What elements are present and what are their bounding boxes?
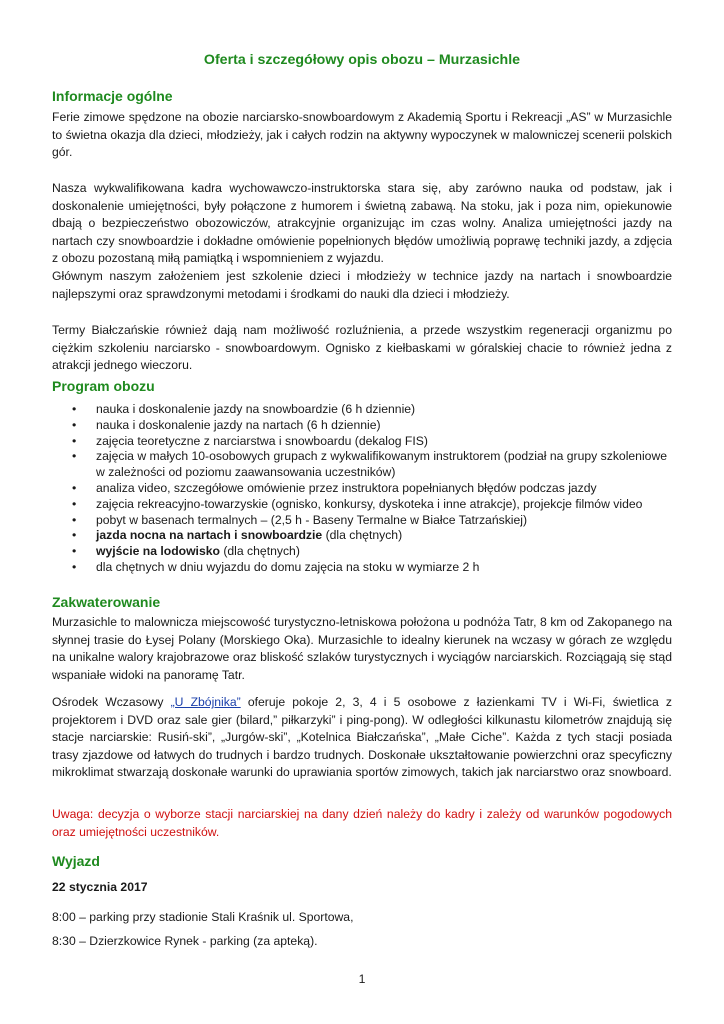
list-item: • wyjście na lodowisko (dla chętnych) <box>72 544 300 559</box>
list-item: • nauka i doskonalenie jazdy na nartach (6 h dziennie) <box>72 417 381 432</box>
bullet-icon: • <box>72 496 77 511</box>
bullet-icon: • <box>72 449 77 464</box>
list-item: • dla chętnych w dniu wyjazdu do domu zajęcia na stoku w wymiarze 2 h <box>72 559 480 574</box>
bullet-icon: • <box>72 480 77 495</box>
heading-departure: Wyjazd <box>52 853 100 869</box>
list-item: • jazda nocna na nartach i snowboardzie (dla chętnych) <box>72 528 403 543</box>
list-item: • analiza video, szczegółowe omówienie przez instruktora popełnianych błędów podczas jazdy <box>72 480 597 495</box>
bullet-icon: • <box>72 433 77 448</box>
departure-date: 22 stycznia 2017 <box>52 880 148 894</box>
warning-note: Uwaga: decyzja o wyborze stacji narciarskiej na dany dzień należy do kadry i zależy od warunków pogodowych oraz umiejętności uczestników. <box>52 807 672 839</box>
info-paragraph-3: Głównym naszym założeniem jest szkolenie dzieci i młodzieży w technice jazdy na nartach i snowboardzie najlepszymi oraz sprawdzonymi metodami i środkami do nauki dla dzieci i młodzieży. <box>52 269 672 301</box>
accommodation-paragraph-1: Murzasichle to malownicza miejscowość turystyczno-letniskowa położona u podnóża Tatr, 8 km od Zakopanego na słynnej trasie do Łysej Polany (Morskiego Oka). Murzasichle to idealny kierunek na wczasy w górach ze względu na unikalne walory krajobrazowe oraz bliskość szlaków turystycznych i wyciągów narciarskich. Rozciągają się stąd wspaniałe widoki na panoramę Tatr. <box>52 615 672 682</box>
list-item: • nauka i doskonalenie jazdy na snowboardzie (6 h dziennie) <box>72 402 416 416</box>
warning-label: Uwaga: <box>52 807 94 821</box>
list-item: • zajęcia rekreacyjno-towarzyskie (ognisko, konkursy, dyskoteka i inne atrakcje), projekcje filmów video <box>72 496 643 511</box>
info-paragraph-2: Nasza wykwalifikowana kadra wychowawczo-instruktorska stara się, aby zarówno nauka od podstaw, jak i doskonalenie umiejętności, były połączone z humorem i świetną zabawą. Na stoku, jak i poza nim, opiekunowie dbają o bezpieczeństwo obozowiczów, atrakcyjnie organizując im czas wolny. Analiza umiejętności jazdy na nartach czy snowboardzie i dokładne omówienie popełnionych błędów umożliwią poprawę techniki jazdy, a zdjęcia z obozu pozostaną miłą pamiątką i wspomnieniem z wyjazdu. <box>52 181 672 266</box>
info-paragraph-4: Termy Białczańskie również dają nam możliwość rozluźnienia, a przede wszystkim regeneracji organizmu po ciężkim szkoleniu narciarsko - snowboardowym. Ognisko z kiełbaskami w góralskiej chacie to również jedna z atrakcji jednego wieczoru. <box>52 323 672 373</box>
list-item: • pobyt w basenach termalnych – (2,5 h - Baseny Termalne w Białce Tatrzańskiej) <box>72 512 528 527</box>
departure-line-1: 8:00 – parking przy stadionie Stali Kraśnik ul. Sportowa, <box>52 910 354 924</box>
heading-accommodation: Zakwaterowanie <box>52 594 161 610</box>
heading-info: Informacje ogólne <box>52 88 173 104</box>
heading-program: Program obozu <box>52 378 155 394</box>
document-title: Oferta i szczegółowy opis obozu – Murzasichle <box>203 52 521 68</box>
bullet-icon: • <box>72 559 77 574</box>
u-zbojnika-link[interactable]: „U Zbójnika” <box>170 695 241 709</box>
list-item: • zajęcia teoretyczne z narciarstwa i snowboardu (dekalog FIS) <box>72 433 428 448</box>
accommodation-paragraph-2: Ośrodek Wczasowy „U Zbójnika” oferuje pokoje 2, 3, 4 i 5 osobowe z łazienkami TV i Wi-Fi, świetlica z projektorem i DVD oraz sale gier (bilard,” piłkarzyki” i ping-pong). W odległości kilkunastu kilometrów znajdują się stacje narciarskie: Rusiń-ski”, „Jurgów-ski”, „Kotelnica Białczańska”, „Małe Ciche”. Każda z tych stacji posiada trasy zjazdowe od łatwych do trudnych i bardzo trudnych. Doskonałe ukształtowanie powierzchni oraz specyficzny mikroklimat stwarzają doskonałe warunki do uprawiania sportów zimowych, takich jak narciarstwo oraz snowboard. <box>52 695 672 780</box>
bullet-icon: • <box>72 528 77 543</box>
page-number: 1 <box>358 972 366 986</box>
list-item: • zajęcia w małych 10-osobowych grupach z wykwalifikowanym instruktorem (podział na grupy szkoleniowe w zależności od poziomu zaawansowania uczestników) <box>72 449 668 480</box>
bullet-icon: • <box>72 512 77 527</box>
program-list <box>52 402 672 576</box>
departure-line-2: 8:30 – Dzierzkowice Rynek - parking (za apteką). <box>52 934 318 948</box>
bullet-icon: • <box>72 544 77 559</box>
info-paragraph-1: Ferie zimowe spędzone na obozie narciarsko-snowboardowym z Akademią Sportu i Rekreacji „AS” w Murzasichle to świetna okazja dla dzieci, młodzieży, jak i całych rodzin na aktywny wypoczynek w malowniczej scenerii polskich gór. <box>52 110 672 160</box>
bullet-icon: • <box>72 417 77 432</box>
bullet-icon: • <box>72 402 77 416</box>
